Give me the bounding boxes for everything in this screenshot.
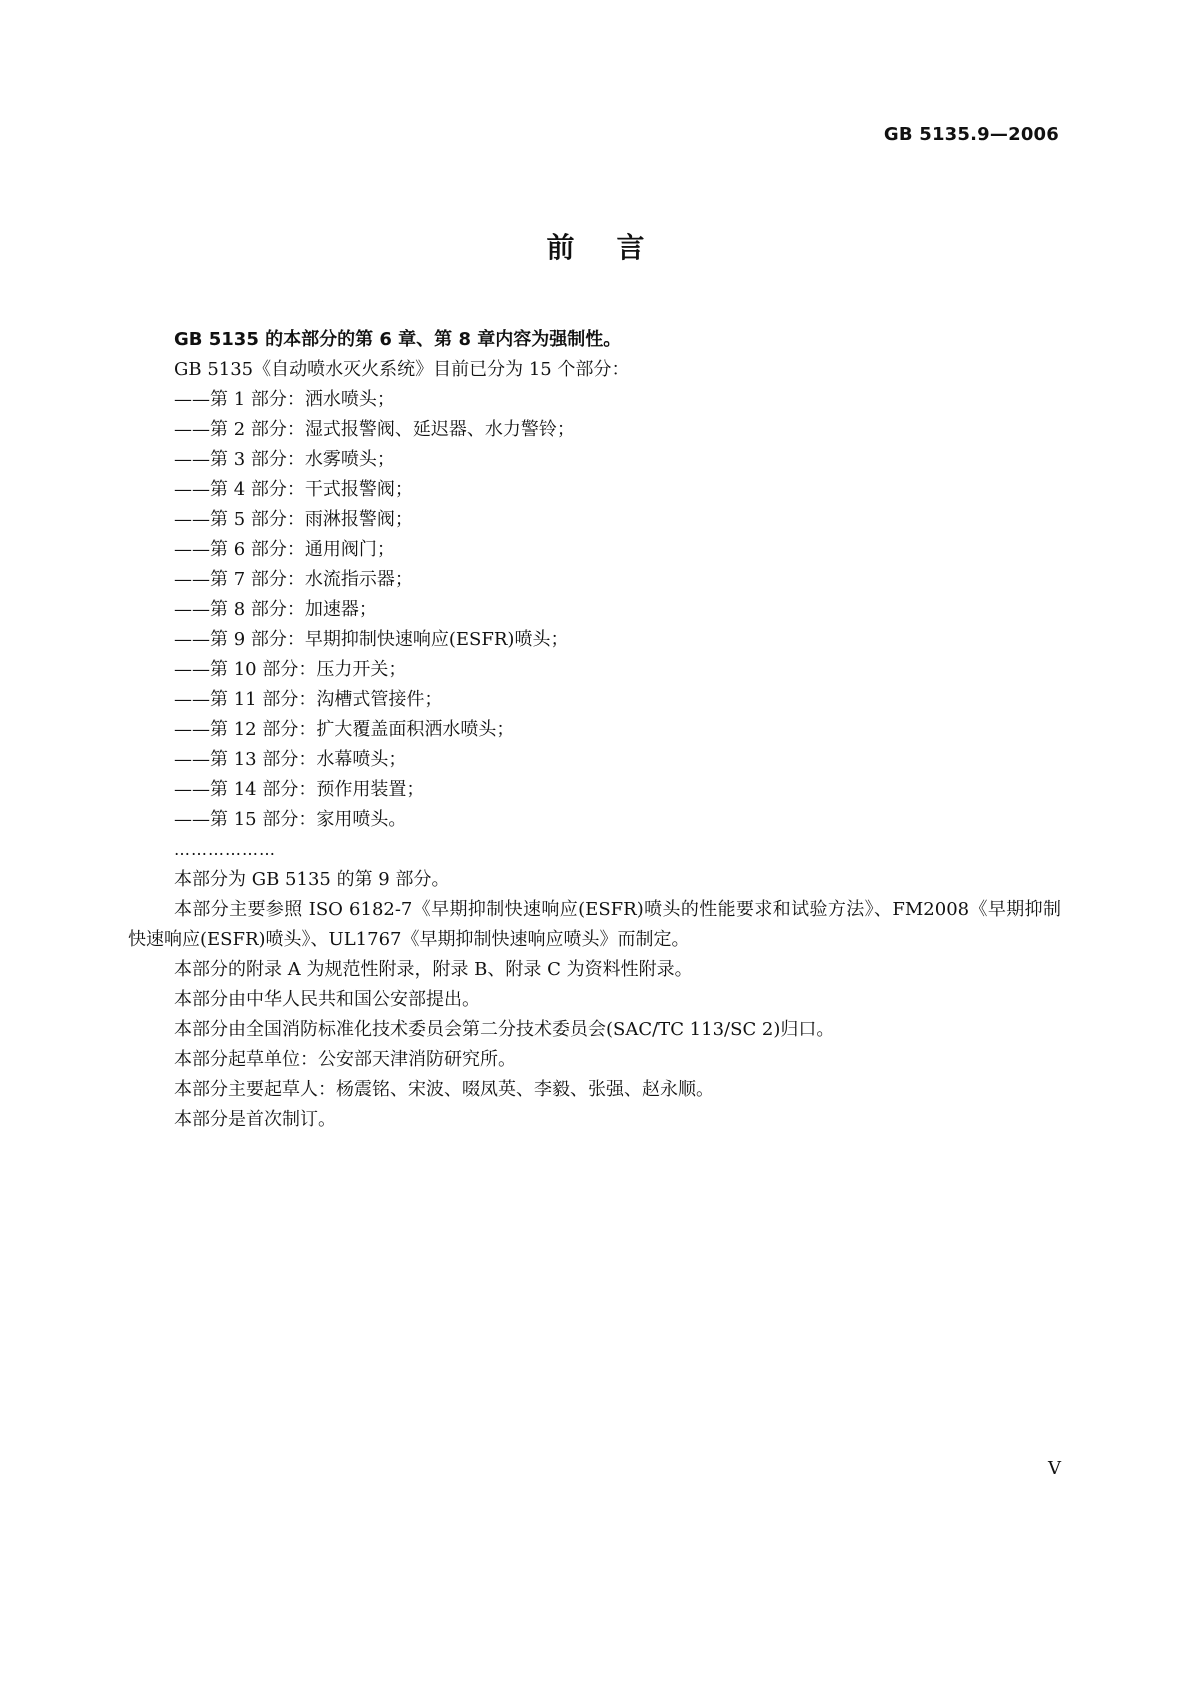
list-item: ——第 5 部分：雨淋报警阀； (174, 509, 413, 530)
list-item: ——第 4 部分：干式报警阀； (174, 479, 413, 500)
list-item: ——第 3 部分：水雾喷头； (174, 449, 395, 470)
ellipsis: ……………… (174, 840, 276, 859)
page-number: V (1048, 1458, 1061, 1479)
parts-intro: GB 5135《自动喷水灭火系统》目前已分为 15 个部分： (174, 359, 630, 380)
list-item: ——第 7 部分：水流指示器； (174, 569, 413, 590)
list-item: ——第 13 部分：水幕喷头； (174, 749, 407, 770)
list-item: ——第 2 部分：湿式报警阀、延迟器、水力警铃； (174, 419, 575, 440)
list-item: ——第 10 部分：压力开关； (174, 659, 407, 680)
note-first-edition: 本部分是首次制订。 (174, 1109, 336, 1130)
note-annexes: 本部分的附录 A 为规范性附录，附录 B、附录 C 为资料性附录。 (174, 959, 693, 980)
note-drafters: 本部分主要起草人：杨震铭、宋波、啜凤英、李毅、张强、赵永顺。 (174, 1079, 714, 1100)
list-item: ——第 12 部分：扩大覆盖面积洒水喷头； (174, 719, 515, 740)
standard-code: GB 5135.9—2006 (883, 124, 1059, 145)
note-drafting-unit: 本部分起草单位：公安部天津消防研究所。 (174, 1049, 516, 1070)
list-item: ——第 9 部分：早期抑制快速响应(ESFR)喷头； (174, 629, 569, 650)
list-item: ——第 15 部分：家用喷头。 (174, 809, 407, 830)
foreword-body (128, 325, 1061, 1135)
list-item: ——第 14 部分：预作用装置； (174, 779, 425, 800)
note-part-number: 本部分为 GB 5135 的第 9 部分。 (174, 869, 450, 890)
note-committee: 本部分由全国消防标准化技术委员会第二分技术委员会(SAC/TC 113/SC 2)归口。 (174, 1019, 835, 1040)
note-references: 本部分主要参照 ISO 6182-7《早期抑制快速响应(ESFR)喷头的性能要求和试验方法》、FM2008《早期抑制快速响应(ESFR)喷头》、UL1767《早期抑制快速响应喷头》而制定。 (128, 899, 1061, 950)
mandatory-statement: GB 5135 的本部分的第 6 章、第 8 章内容为强制性。 (174, 329, 622, 350)
list-item: ——第 11 部分：沟槽式管接件； (174, 689, 443, 710)
page-title: 前言 (546, 231, 687, 264)
list-item: ——第 1 部分：洒水喷头； (174, 389, 395, 410)
list-item: ——第 6 部分：通用阀门； (174, 539, 395, 560)
note-proposer: 本部分由中华人民共和国公安部提出。 (174, 989, 480, 1010)
parts-list (128, 385, 1061, 835)
list-item: ——第 8 部分：加速器； (174, 599, 377, 620)
